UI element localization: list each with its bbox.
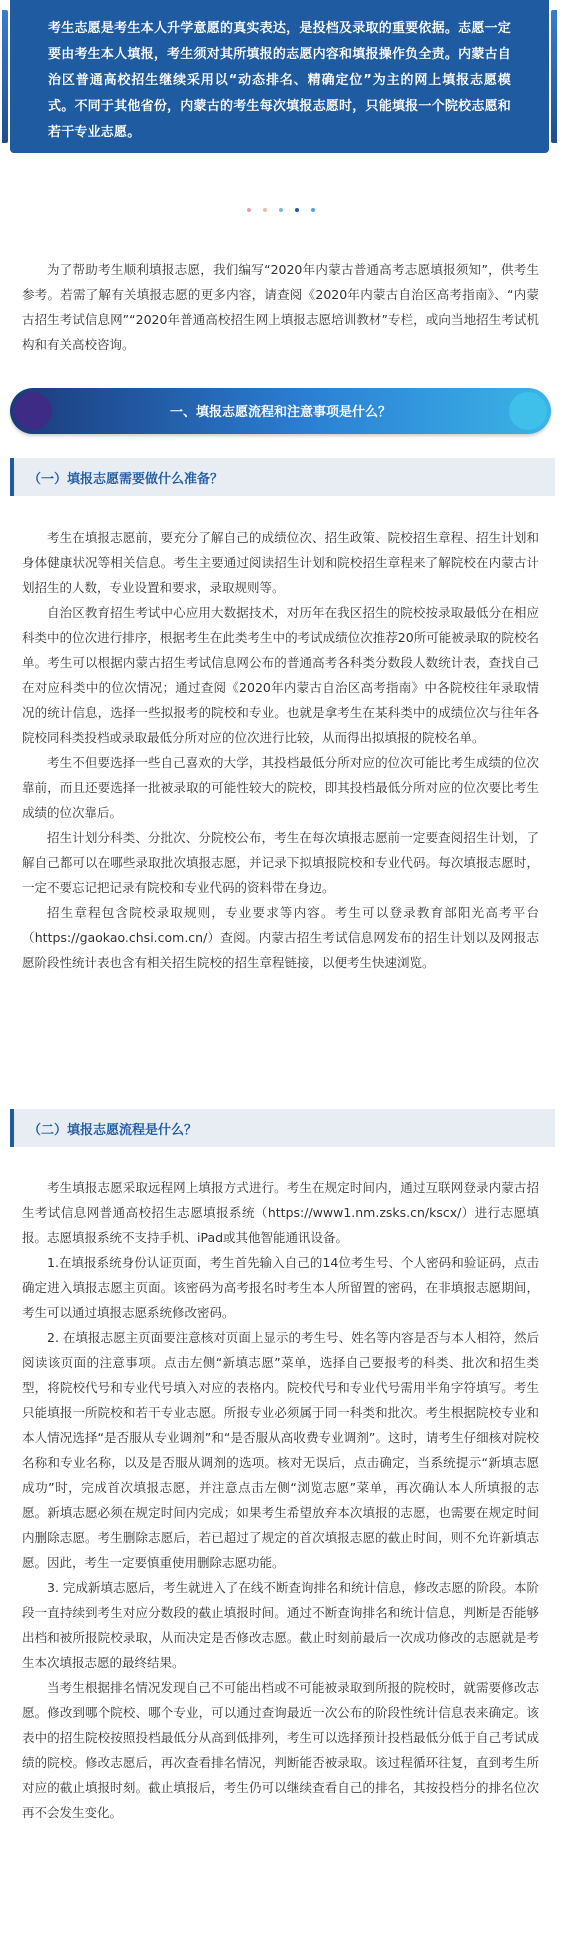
intro-box	[10, 0, 549, 153]
intro-paragraph-block	[22, 257, 539, 357]
section2-paragraph: 当考生根据排名情况发现自己不可能出档或不可能被录取到所报的院校时，就需要修改志愿。修改到哪个院校、哪个专业，可以通过查询最近一次公布的阶段性统计信息表来确定。该表中的招生院校按照投档最低分从高到低排列，考生可以选择预计投档最低分低于自己考试成绩的院校。修改志愿后，再次查看排名情况，判断能否被录取。该过程循环往复，直到考生所对应的截止填报时刻。截止填报后，考生仍可以继续查看自己的排名，其按投档分的排名位次再不会发生变化。	[22, 1680, 539, 1820]
section2-paragraph: 3. 完成新填志愿后，考生就进入了在线不断查询排名和统计信息，修改志愿的阶段。本阶段一直持续到考生对应分数段的截止填报时间。通过不断查询排名和统计信息，判断是否能够出档和被所报院校录取，从而决定是否修改志愿。截止时刻前最后一次成功修改的志愿就是考生本次填报志愿的最终结果。	[22, 1580, 539, 1670]
section1-paragraph: 自治区教育招生考试中心应用大数据技术，对历年在我区招生的院校按录取最低分在相应科类中的位次进行排序，根据考生在此类考生中的考试成绩位次推荐20所可能被录取的院校名单。考生可以根据内蒙古招生考试信息网公布的普通高考各科类分数段人数统计表，查找自己在对应科类中的位次情况；通过查阅《2020年内蒙古自治区高考指南》中各院校往年录取情况的统计信息，选择一些拟报考的院校和专业。也就是拿考生在某科类中的成绩位次与往年各院校同科类投档或录取最低分所对应的位次进行比较，从而得出拟填报的院校名单。	[22, 605, 539, 745]
dot-1	[247, 208, 251, 212]
section1-body	[22, 525, 539, 975]
section2-heading: （二）填报志愿流程是什么？	[28, 1123, 198, 1138]
section2-paragraph: 1.在填报系统身份认证页面，考生首先输入自己的14位考生号、个人密码和验证码，点击确定进入填报志愿主页面。该密码为高考报名时考生本人所留置的密码，在非填报志愿期间，考生可以通过填报志愿系统修改密码。	[22, 1255, 539, 1320]
section-banner	[10, 388, 551, 434]
intro-box-text: 考生志愿是考生本人升学意愿的真实表达，是投档及录取的重要依据。志愿一定要由考生本人填报，考生须对其所填报的志愿内容和填报操作负全责。内蒙古自治区普通高校招生继续采用以“动态排名、精确定位”为主的网上填报志愿模式。不同于其他省份，内蒙古的考生每次填报志愿时，只能填报一个院校志愿和若干专业志愿。	[48, 21, 511, 140]
section2-paragraph: 考生填报志愿采取远程网上填报方式进行。考生在规定时间内，通过互联网登录内蒙古招生考试信息网普通高校招生志愿填报系统（https://www1.nm.zsks.cn/kscx/）进行志愿填报。志愿填报系统不支持手机、iPad或其他智能通讯设备。	[22, 1180, 539, 1245]
dot-4	[295, 208, 299, 212]
dot-3	[279, 208, 283, 212]
intro-paragraph: 为了帮助考生顺利填报志愿，我们编写“2020年内蒙古普通高考志愿填报须知”，供考生参考。若需了解有关填报志愿的更多内容，请查阅《2020年内蒙古自治区高考指南》、“内蒙古招生考试信息网”“2020年普通高校招生网上填报志愿培训教材”专栏，或向当地招生考试机构和有关高校咨询。	[22, 262, 539, 352]
decorative-dots	[0, 208, 561, 212]
section1-paragraph: 考生在填报志愿前，要充分了解自己的成绩位次、招生政策、院校招生章程、招生计划和身体健康状况等相关信息。考生主要通过阅读招生计划和院校招生章程来了解院校在内蒙古计划招生的人数，专业设置和要求，录取规则等。	[22, 530, 539, 595]
section2-body	[22, 1175, 539, 1825]
dot-2	[263, 208, 267, 212]
banner-title: 一、填报志愿流程和注意事项是什么？	[169, 405, 391, 420]
section2-heading-bar	[10, 1109, 555, 1147]
dot-5	[311, 208, 315, 212]
section1-paragraph: 招生计划分科类、分批次、分院校公布，考生在每次填报志愿前一定要查阅招生计划，了解自己都可以在哪些录取批次填报志愿，并记录下拟填报院校和专业代码。每次填报志愿时，一定不要忘记把记录有院校和专业代码的资料带在身边。	[22, 830, 539, 895]
section2-paragraph: 2. 在填报志愿主页面要注意核对页面上显示的考生号、姓名等内容是否与本人相符，然后阅读该页面的注意事项。点击左侧“新填志愿”菜单，选择自己要报考的科类、批次和招生类型，将院校代号和专业代号填入对应的表格内。院校代号和专业代号需用半角字符填写。考生只能填报一所院校和若干专业志愿。所报专业必须属于同一科类和批次。考生根据院校专业和本人情况选择“是否服从专业调剂”和“是否服从高收费专业调剂”。这时，请考生仔细核对院校名称和专业名称，以及是否服从调剂的选项。核对无误后，点击确定，当系统提示“新填志愿成功”时，完成首次填报志愿，并注意点击左侧“浏览志愿”菜单，再次确认本人所填报的志愿。新填志愿必须在规定时间内完成；如果考生希望放弃本次填报的志愿，也需要在规定时间内删除志愿。考生删除志愿后，若已超过了规定的首次填报志愿的截止时间，则不允许新填志愿。因此，考生一定要慎重使用删除志愿功能。	[22, 1330, 539, 1570]
section1-paragraph: 考生不但要选择一些自己喜欢的大学，其投档最低分所对应的位次可能比考生成绩的位次靠前，而且还要选择一批被录取的可能性较大的院校，即其投档最低分所对应的位次要比考生成绩的位次靠后。	[22, 755, 539, 820]
section1-paragraph: 招生章程包含院校录取规则，专业要求等内容。考生可以登录教育部阳光高考平台（https://gaokao.chsi.com.cn/）查阅。内蒙古招生考试信息网发布的招生计划以及网报志愿阶段性统计表也含有相关招生院校的招生章程链接，以便考生快速浏览。	[22, 905, 539, 970]
section1-heading-bar	[10, 458, 555, 496]
section1-heading: （一）填报志愿需要做什么准备？	[28, 472, 224, 487]
